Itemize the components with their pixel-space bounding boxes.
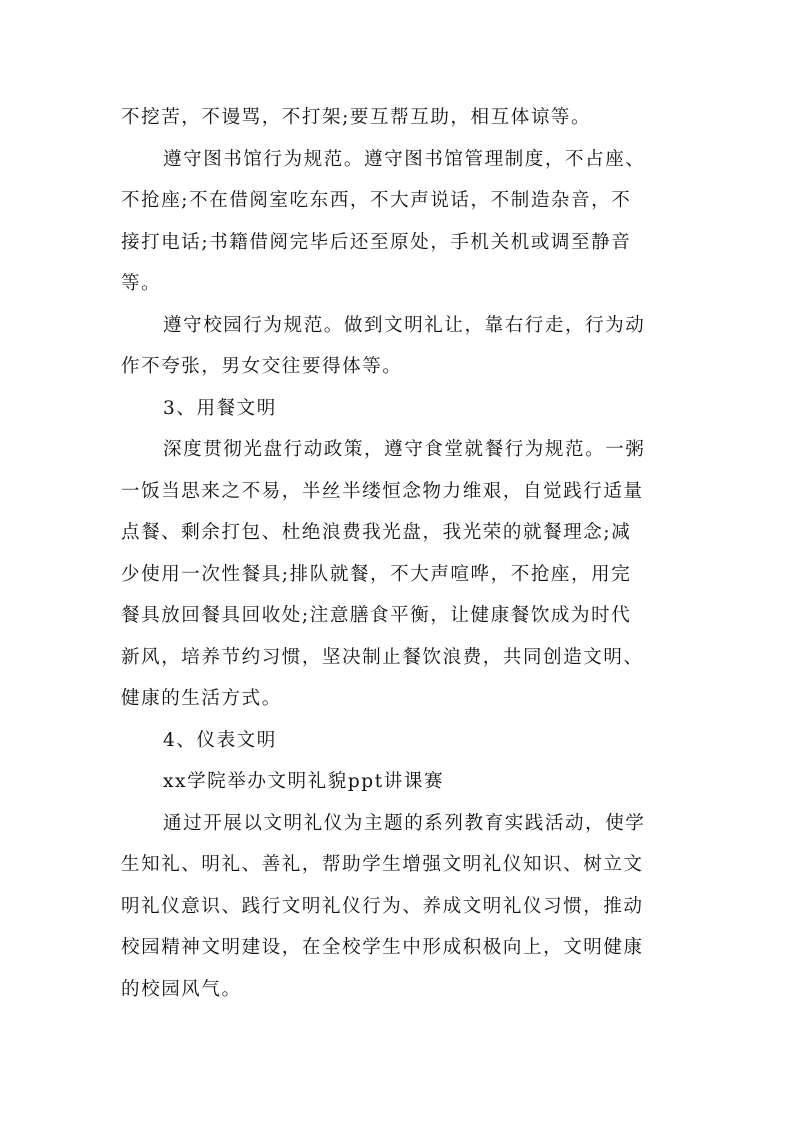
paragraph-campus-rules xyxy=(121,305,676,388)
text-line: 点餐、剩余打包、杜绝浪费我光盘，我光荣的就餐理念;减 xyxy=(121,522,632,543)
text-line: 作不夸张，男女交往要得体等。 xyxy=(121,356,403,377)
text-line: 深度贯彻光盘行动政策，遵守食堂就餐行为规范。一粥 xyxy=(163,439,646,460)
text-line: 明礼仪意识、践行文明礼仪行为、养成文明礼仪习惯，推动 xyxy=(121,895,644,917)
heading-line: 3、用餐文明 xyxy=(163,397,277,419)
text-line: 新风，培养节约习惯，坚决制止餐饮浪费，共同创造文明、 xyxy=(121,646,644,668)
paragraph-dining-rules xyxy=(121,429,676,720)
text-line: 校园精神文明建设，在全校学生中形成积极向上，文明健康 xyxy=(121,937,644,958)
text-line: 不抢座;不在借阅室吃东西，不大声说话，不制造杂音，不 xyxy=(121,190,632,211)
heading-line: xx学院举办文明礼貌ppt讲课赛 xyxy=(163,771,445,792)
document-body xyxy=(121,97,676,1010)
text-line: 等。 xyxy=(121,273,162,294)
text-line: 健康的生活方式。 xyxy=(121,688,282,709)
heading-line: 4、仪表文明 xyxy=(163,729,277,751)
text-line: 遵守校园行为规范。做到文明礼让，靠右行走，行为动 xyxy=(163,314,646,336)
subheading-ppt-contest xyxy=(121,761,676,803)
paragraph-etiquette-activities xyxy=(121,803,676,1011)
section-heading-dining xyxy=(121,388,676,430)
text-line: 不挖苦，不谩骂，不打架;要互帮互助，相互体谅等。 xyxy=(121,107,592,128)
text-line: 生知礼、明礼、善礼，帮助学生增强文明礼仪知识、树立文 xyxy=(121,854,644,875)
text-line: 少使用一次性餐具;排队就餐，不大声喧哗，不抢座，用完 xyxy=(121,563,632,585)
text-line: 通过开展以文明礼仪为主题的系列教育实践活动，使学 xyxy=(163,812,646,834)
text-line: 遵守图书馆行为规范。遵守图书馆管理制度，不占座、 xyxy=(163,148,646,170)
text-line: 的校园风气。 xyxy=(121,978,242,1000)
section-heading-appearance xyxy=(121,720,676,762)
text-line: 餐具放回餐具回收处;注意膳食平衡，让健康餐饮成为时代 xyxy=(121,605,632,626)
paragraph-peer-conduct xyxy=(121,97,676,139)
text-line: 接打电话;书籍借阅完毕后还至原处，手机关机或调至静音 xyxy=(121,231,632,253)
text-line: 一饭当思来之不易，半丝半缕恒念物力维艰，自觉践行适量 xyxy=(121,480,644,502)
paragraph-library-rules xyxy=(121,139,676,305)
